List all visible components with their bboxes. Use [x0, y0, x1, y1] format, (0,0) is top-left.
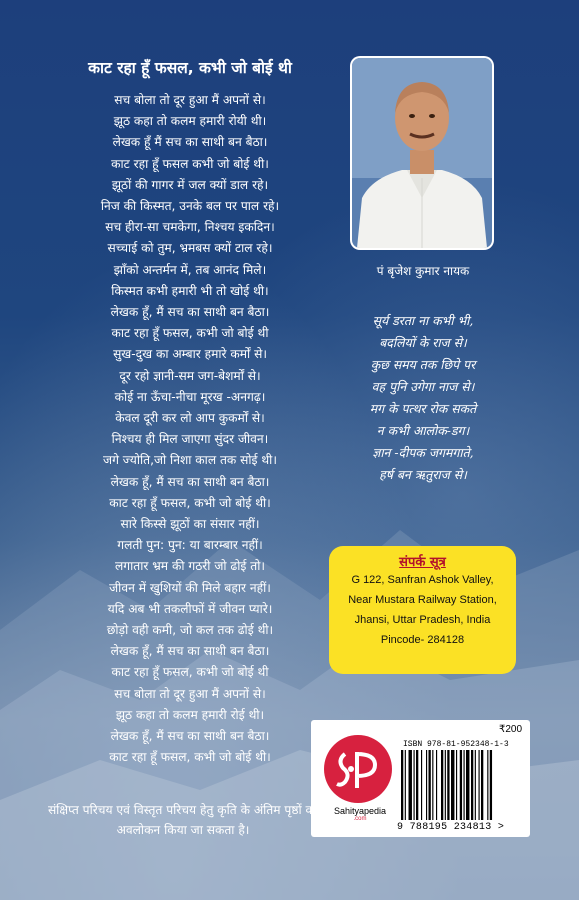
isbn-label: ISBN 978-81-952348-1-3 [403, 740, 509, 749]
poem-line: लेखक हूँ, मैं सच का साथी बन बैठा। [110, 305, 270, 320]
author-name: पं बृजेश कुमार नायक [376, 264, 470, 278]
poem-title: काट रहा हूँ फसल, कभी जो बोई थी [88, 59, 292, 77]
barcode [401, 750, 521, 820]
quote-line: बदलियों के राज से। [379, 335, 467, 350]
barcode-bar [487, 750, 488, 820]
poem-line: लेखक हूँ, मैं सच का साथी बन बैठा। [110, 644, 270, 659]
poem-line: सच बोला तो दूर हुआ मैं अपनों से। [114, 93, 266, 107]
contact-line: G 122, Sanfran Ashok Valley, [351, 574, 494, 586]
barcode-bar [464, 750, 465, 820]
barcode-bar [405, 750, 406, 820]
barcode-bar [451, 750, 454, 820]
barcode-bar [456, 750, 457, 820]
barcode-digits: 9 788195 234813 > [397, 822, 505, 833]
quote-line: वह पुनि उगेगा नाज से। [371, 379, 475, 394]
poem-line: लेखक हूँ, मैं सच का साथी बन बैठा। [110, 729, 270, 744]
barcode-bar [445, 750, 446, 820]
barcode-bar [447, 750, 449, 820]
quote-line: मग के पत्थर रोक सकते [369, 401, 477, 416]
barcode-bar [432, 750, 433, 820]
poem-line: केवल दूरी कर लो आप कुकर्मों से। [115, 411, 265, 426]
poem-line: कोई ना ऊँचा-नीचा मूरख -अनगढ़। [114, 389, 266, 404]
poem-line: लेखक हूँ, मैं सच का साथी बन बैठा। [110, 474, 270, 489]
quote-line: सूर्य डरता ना कभी भी, [372, 313, 474, 328]
poem-line: झूठ कहा तो कलम हमारी रोयी थी। [113, 114, 267, 129]
author-quote [330, 310, 516, 486]
contact-title: संपर्क सूत्र [399, 555, 446, 570]
poem-line: काट रहा हूँ फसल, कभी जो बोई थी [111, 326, 269, 341]
poem-line: लेखक हूँ मैं सच का साथी बन बैठा। [112, 135, 268, 150]
publisher-logo [323, 734, 393, 804]
publisher-name [315, 806, 405, 822]
poem-line: किस्मत कभी हमारी भी तो खोई थी। [111, 283, 269, 298]
barcode-bar [409, 750, 412, 820]
barcode-bar [460, 750, 462, 820]
poem-line: सच्चाई को तुम, भ्रमबस क्यों टाल रहे। [107, 241, 273, 256]
poem-body [40, 90, 340, 769]
poem-line: निश्चय ही मिल जाएगा सुंदर जीवन। [111, 432, 269, 447]
barcode-bar [481, 750, 483, 820]
barcode-bar [441, 750, 443, 820]
quote-line: कुछ समय तक छिपे पर [370, 357, 476, 372]
poem-line: दूर रहो ज्ञानी-सम जग-बेशर्मों से। [119, 368, 261, 383]
poem-line: जीवन में खुशियों की मिले बहार नहीं। [109, 580, 271, 595]
publisher-label: Sahityapedia [333, 806, 387, 816]
poem-line: गलती पुन: पुन: या बारम्बार नहीं। [117, 538, 263, 553]
author-photo [352, 58, 492, 248]
barcode-bar [475, 750, 476, 820]
poem-line: यदि अब भी तकलीफों में जीवन प्यारे। [107, 601, 273, 616]
footnote: संक्षिप्त परिचय एवं विस्तृत परिचय हेतु कृति के अंतिम पृष्ठों का अवलोकन किया जा सकता है। [47, 803, 319, 837]
barcode-bar [416, 750, 418, 820]
poem-line: निज की किस्मत, उनके बल पर पाल रहे। [100, 199, 280, 214]
poem-line: सच हीरा-सा चमकेगा, निश्चय इकदिन। [105, 220, 275, 235]
publisher-sub: .com [353, 816, 367, 822]
poem-line: जगे ज्योति,जो निशा काल तक सोई थी। [103, 453, 277, 468]
poem-line: छोड़ो वही कमी, जो कल तक ढोई थी। [106, 623, 274, 638]
barcode-bar [436, 750, 437, 820]
contact-lines [329, 570, 516, 650]
barcode-bar [466, 750, 469, 820]
poem-line: काट रहा हूँ फसल कभी जो बोई थी। [111, 156, 269, 171]
barcode-bar [490, 750, 492, 820]
barcode-bar [426, 750, 427, 820]
quote-line: ज्ञान -दीपक जगमगाते, [372, 445, 474, 460]
poem-line: सच बोला तो दूर हुआ मैं अपनों से। [114, 686, 266, 701]
poem-line: झूठों की गागर में जल क्यों डाल रहे। [111, 177, 269, 192]
barcode-panel [311, 720, 530, 837]
price: ₹200 [498, 724, 522, 735]
poem-line: काट रहा हूँ फसल, कभी जो बोई थी। [109, 750, 271, 765]
poem-line: झाँको अन्तर्मन में, तब आनंद मिले। [113, 262, 267, 277]
barcode-bar [429, 750, 431, 820]
contact-line: Jhansi, Uttar Pradesh, India [354, 614, 491, 626]
contact-line: Near Mustara Railway Station, [348, 594, 497, 606]
contact-box [329, 546, 516, 674]
contact-line: Pincode- 284128 [380, 634, 465, 646]
barcode-bar [414, 750, 415, 820]
barcode-bar [471, 750, 473, 820]
quote-line: हर्ष बन ऋतुराज से। [379, 467, 467, 482]
quote-line: न कभी आलोक-डग। [376, 423, 470, 438]
barcode-bar [479, 750, 480, 820]
barcode-bar [421, 750, 422, 820]
poem-line: लगातार भ्रम की गठरी जो ढोई तो। [115, 559, 265, 574]
barcode-bar [401, 750, 403, 820]
poem-line: झूठ कहा तो कलम हमारी रोई थी। [115, 707, 265, 722]
poem-line: सुख-दुख का अम्बार हमारे कर्मों से। [113, 347, 267, 362]
poem-line: सारे किस्से झूठों का संसार नहीं। [120, 517, 260, 532]
poem-line: काट रहा हूँ फसल, कभी जो बोई थी। [109, 495, 271, 510]
poem-line: काट रहा हूँ फसल, कभी जो बोई थी [111, 665, 269, 680]
